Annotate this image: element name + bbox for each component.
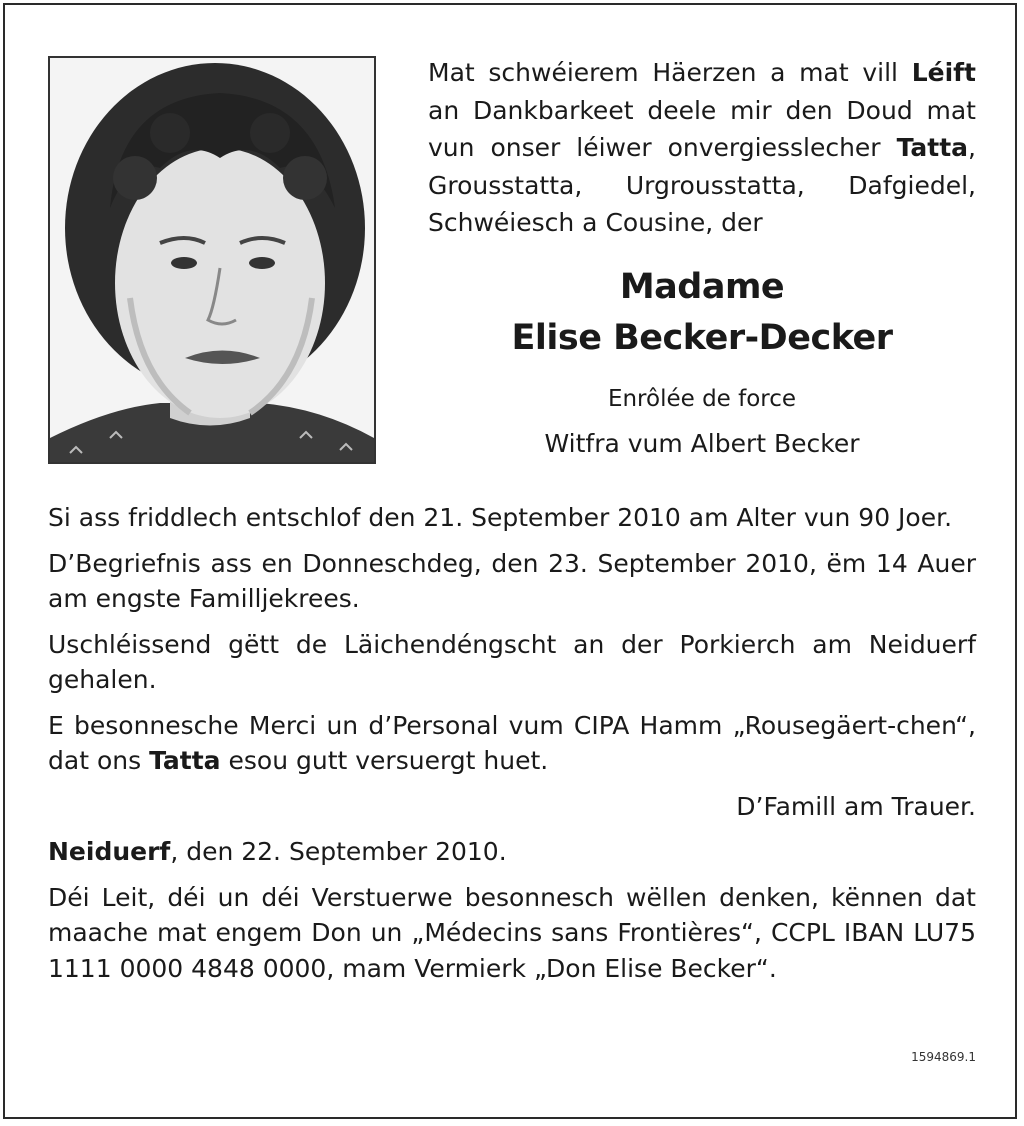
notice-date: , den 22. September 2010.: [170, 837, 507, 866]
deceased-block: [428, 262, 976, 462]
death-paragraph: Si ass friddlech entschlof den 21. September 2010 am Alter vun 90 Joer.: [48, 503, 953, 532]
intro-bold-word: Tatta: [896, 133, 969, 162]
family-signature: D’Famill am Trauer.: [736, 791, 976, 821]
deceased-note: Enrôlée de force: [607, 386, 797, 412]
thanks-text-part: esou gutt versuergt huet.: [220, 746, 549, 775]
portrait-photo: [48, 56, 376, 464]
place-date: [48, 834, 976, 870]
deceased-widow-of: Witfra vum Albert Becker: [544, 429, 860, 458]
portrait-image: [50, 58, 374, 462]
intro-bold-word: Léift: [911, 58, 976, 87]
notice-body: [48, 500, 976, 996]
intro-paragraph: [428, 54, 976, 242]
intro-text-part: , Grousstatta, Urgrousstatta, Dafgiedel, Schwéiesch a Cousine, der: [428, 133, 976, 237]
intro-text: [428, 54, 976, 242]
place-name: Neiduerf: [48, 837, 171, 866]
intro-text-part: Mat schwéierem Häerzen a mat vill: [428, 58, 912, 87]
deceased-salutation: Madame: [619, 267, 785, 307]
deceased-name: Elise Becker-Decker: [511, 318, 893, 358]
thanks-paragraph: [48, 708, 976, 779]
thanks-bold-word: Tatta: [149, 746, 221, 775]
funeral-paragraph: D’Begriefnis ass en Donneschdeg, den 23. September 2010, ëm 14 Auer am engste Familljekrees.: [48, 548, 976, 613]
intro-text-part: an Dankbarkeet deele mir den Doud mat vun onser léiwer onvergiesslecher: [428, 95, 976, 162]
thanks-text-part: E besonnesche Merci un d’Personal vum CIPA Hamm „Rousegäert-chen“, dat ons: [48, 710, 976, 775]
donation-paragraph: Déi Leit, déi un déi Verstuerwe besonnesch wëllen denken, kënnen dat maache mat engem Don un „Médecins sans Frontières“, CCPL IBAN LU75 1111 0000 4848 0000, mam Vermierk „Don Elise Becker“.: [48, 882, 976, 983]
reference-number: 1594869.1: [911, 1050, 976, 1064]
mass-paragraph: Uschléissend gëtt de Läichendéngscht an der Porkierch am Neiduerf gehalen.: [48, 629, 976, 694]
